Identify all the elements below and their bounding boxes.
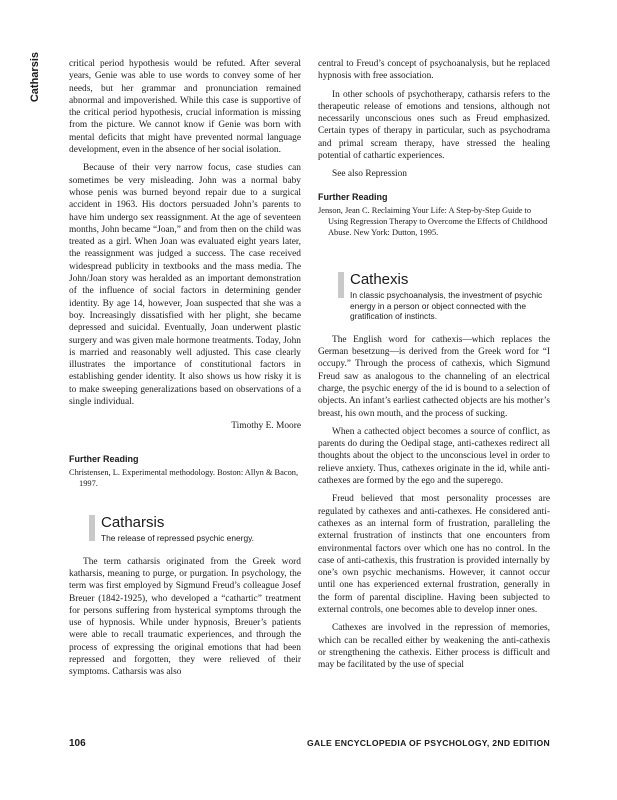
right-paragraph-6: Cathexes are involved in the repression of memories, which can be recalled either by weakening the anti-cathexis or strengthening the cathexis. Either process is difficult and may be facilitated by the use of special <box>318 623 550 671</box>
footer-title: GALE ENCYCLOPEDIA OF PSYCHOLOGY, 2ND EDITION <box>306 738 550 748</box>
right-paragraph-3: The English word for cathexis—which replaces the German besetzung—is derived from the Greek word for “I occupy.” Through the process of cathexis, which Sigmund Freud saw as analogous to the channeling of an electrical charge, the psychic energy of the id is bound to a selection of objects. An infant’s earliest cathected objects are his mother’s breast, his own mouth, and the process of sucking. <box>318 334 550 419</box>
entry-title-cathexis: Cathexis <box>350 270 409 288</box>
entry-definition-cathexis: In classic psychoanalysis, the investment of psychic energy in a person or object connected with the gratification of instincts. <box>350 290 543 322</box>
entry-definition-catharsis: The release of repressed psychic energy. <box>101 533 254 544</box>
left-further-reading-heading: Further Reading <box>69 453 139 464</box>
right-paragraph-5: Freud believed that most personality processes are regulated by cathexes and anti-cathexes. He considered anti-cathexes as an internal form of frustration, paralleling the external frustration of instincts that one encounters from environmental factors over which one has no control. In the case of anti-cathexis, this frustration is provided internally by one’s own psychic mechanisms. However, it cannot occur until one has experienced external frustration, generally in the form of parental discipline. Having been subjected to external controls, one becomes able to develop inner ones. <box>318 494 550 615</box>
right-further-reading-heading: Further Reading <box>318 191 388 202</box>
side-tab-label: Catharsis <box>29 52 41 103</box>
page-footer <box>69 738 550 752</box>
left-further-reading-ref: Christensen, L. Experimental methodology. Boston: Allyn & Bacon, 1997. <box>69 467 299 488</box>
entry-header-cathexis <box>318 272 550 322</box>
page-number: 106 <box>69 738 86 749</box>
right-paragraph-2: In other schools of psychotherapy, catharsis refers to the therapeutic release of emotions and tensions, although not necessarily unconscious ones such as Freud emphasized. Certain types of therapy in particular, such as psychodrama and primal scream therapy, have stressed the healing potential of cathartic experiences. <box>318 89 550 162</box>
left-paragraph-1: critical period hypothesis would be refuted. After several years, Genie was able to use words to convey some of her needs, but her grammar and pronunciation remained abnormal and impoverished. While this case is supportive of the critical period hypothesis, crucial information is missing from the picture. We cannot know if Genie was born with mental deficits that might have prevented normal language development, even in the absence of her social isolation. <box>69 59 301 156</box>
left-paragraph-2: Because of their very narrow focus, case studies can sometimes be very misleading. John was a normal baby whose penis was burned beyond repair due to a surgical accident in 1963. His doctors persuaded John’s parents to have him undergo sex reassignment. At the age of seventeen months, John became “Joan,” and from then on the child was treated as a girl. When Joan was evaluated eight years later, the reassignment was judged a success. The case received widespread publicity in textbooks and the mass media. The John/Joan story was heralded as an important demonstration of the influence of social factors in determining gender identity. By age 14, however, Joan suspected that she was a boy. Increasingly dissatisfied with her plight, she became depressed and suicidal. Eventually, Joan underwent plastic surgery and was given male hormone treatments. Today, John is married and reasonably well adjusted. This case clearly illustrates the importance of constitutional factors in establishing gender identity. It also shows us how risky it is to make sweeping generalizations based on observations of a single individual. <box>69 163 301 408</box>
right-paragraph-4: When a cathected object becomes a source of conflict, as parents do during the Oedipal stage, anti-cathexes redirect all thoughts about the object to the unconscious level in order to relieve anxiety. Thus, cathexes originate in the id, while anti-cathexes are formed by the ego and the superego. <box>318 426 550 487</box>
entry-header-catharsis <box>69 515 301 544</box>
left-column <box>69 58 301 685</box>
entry-bar-decoration <box>338 272 344 298</box>
right-column <box>318 58 550 677</box>
section-side-tab <box>29 52 45 112</box>
left-paragraph-3: The term catharsis originated from the Greek word katharsis, meaning to purge, or purgation. In psychology, the term was first employed by Sigmund Freud’s colleague Josef Breuer (1842-1925), who developed a “cathartic” treatment for persons suffering from hysterical symptoms through the use of hypnosis. While under hypnosis, Breuer’s patients were able to recall traumatic experiences, and through the process of expressing the original emotions that had been repressed and forgotten, they were relieved of their symptoms. Catharsis was also <box>69 556 301 678</box>
author-signature: Timothy E. Moore <box>231 421 301 432</box>
right-paragraph-1: central to Freud’s concept of psychoanalysis, but he replaced hypnosis with free association. <box>318 59 550 82</box>
see-also-line: See also Repression <box>332 169 407 180</box>
entry-title-catharsis: Catharsis <box>101 513 165 531</box>
entry-bar-decoration <box>89 515 95 541</box>
right-further-reading-ref: Jenson, Jean C. Reclaiming Your Life: A Step-by-Step Guide to Using Regression Therapy to Overcome the Effects of Childhood Abuse. New York: Dutton, 1995. <box>318 205 548 237</box>
